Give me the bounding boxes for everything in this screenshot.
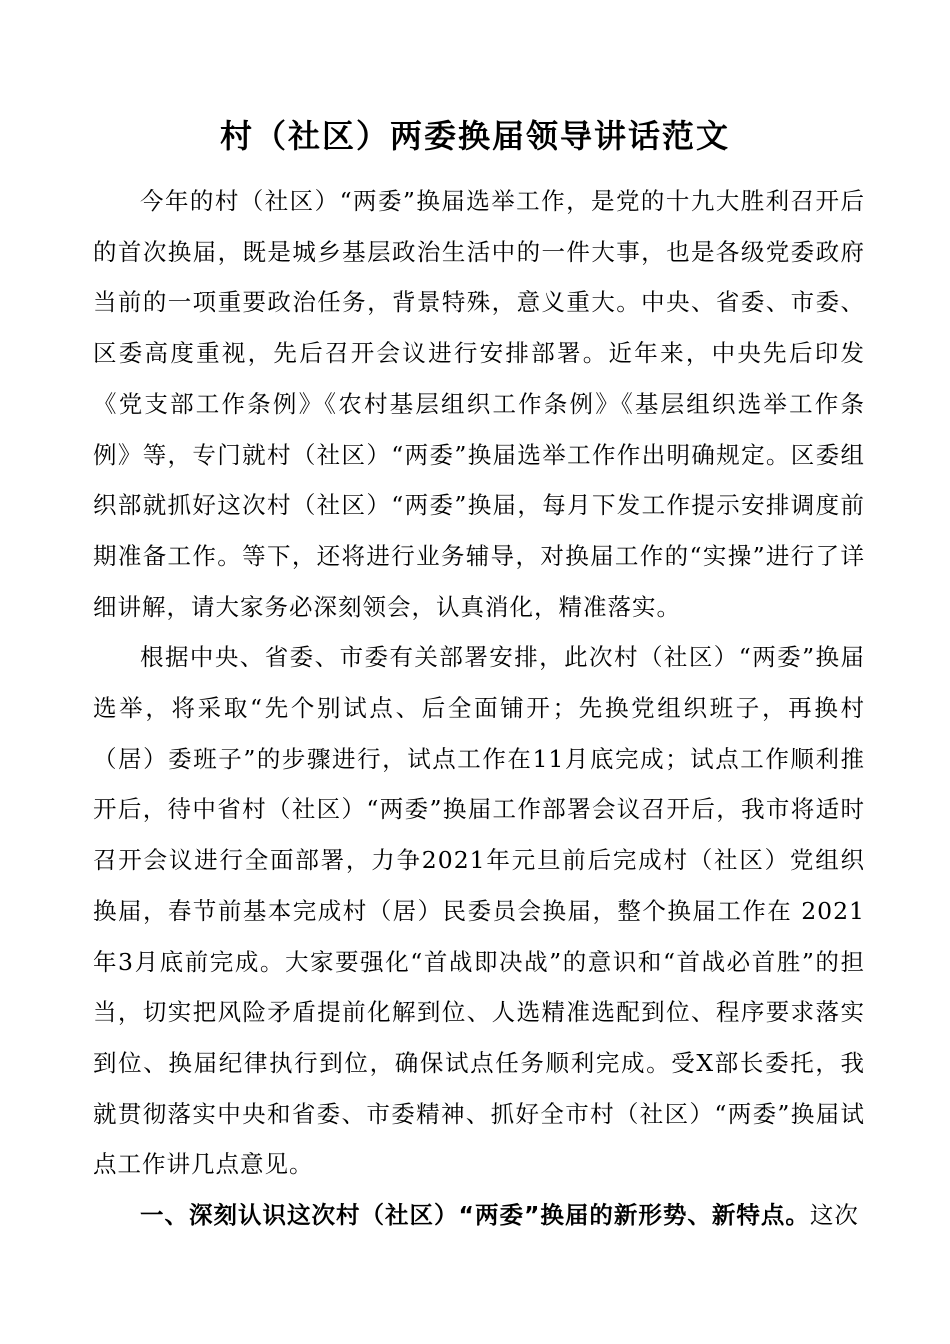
document-title: 村（社区）两委换届领导讲话范文 <box>219 117 730 155</box>
paragraph-intro: 今年的村（社区）“两委”换届选举工作，是党的十九大胜利召开后的首次换届，既是城乡基层政治生活中的一件大事，也是各级党委政府当前的一项重要政治任务，背景特殊，意义重大。中央、省委、市委、区委高度重视，先后召开会议进行安排部署。近年来，中央先后印发《党支部工作条例》《农村基层组织工作条例》《基层组织选举工作条例》等，专门就村（社区）“两委”换届选举工作作出明确规定。区委组织部就抓好这次村（社区）“两委”换届，每月下发工作提示安排调度前期准备工作。等下，还将进行业务辅导，对换届工作的“实操”进行了详细讲解，请大家务必深刻领会，认真消化，精准落实。 <box>93 187 865 621</box>
section-one-heading: 一、深刻认识这次村（社区）“两委”换届的新形势、新特点。 <box>140 1201 810 1230</box>
section-one-paragraph <box>93 1190 865 1241</box>
document-body <box>93 176 865 1241</box>
paragraph-schedule: 根据中央、省委、市委有关部署安排，此次村（社区）“两委”换届选举，将采取“先个别试点、后全面铺开；先换党组织班子，再换村（居）委班子”的步骤进行，试点工作在11月底完成；试点工作顺利推开后，待中省村（社区）“两委”换届工作部署会议召开后，我市将适时召开会议进行全面部署，力争2021年元旦前后完成村（社区）党组织换届，春节前基本完成村（居）民委员会换届，整个换届工作在 2021年3月底前完成。大家要强化“首战即决战”的意识和“首战必首胜”的担当，切实把风险矛盾提前化解到位、人选精准选配到位、程序要求落实到位、换届纪律执行到位，确保试点任务顺利完成。受X部长委托，我就贯彻落实中央和省委、市委精神、抓好全市村（社区）“两委”换届试点工作讲几点意见。 <box>93 643 865 1179</box>
section-one-text: 这次 <box>809 1201 859 1230</box>
